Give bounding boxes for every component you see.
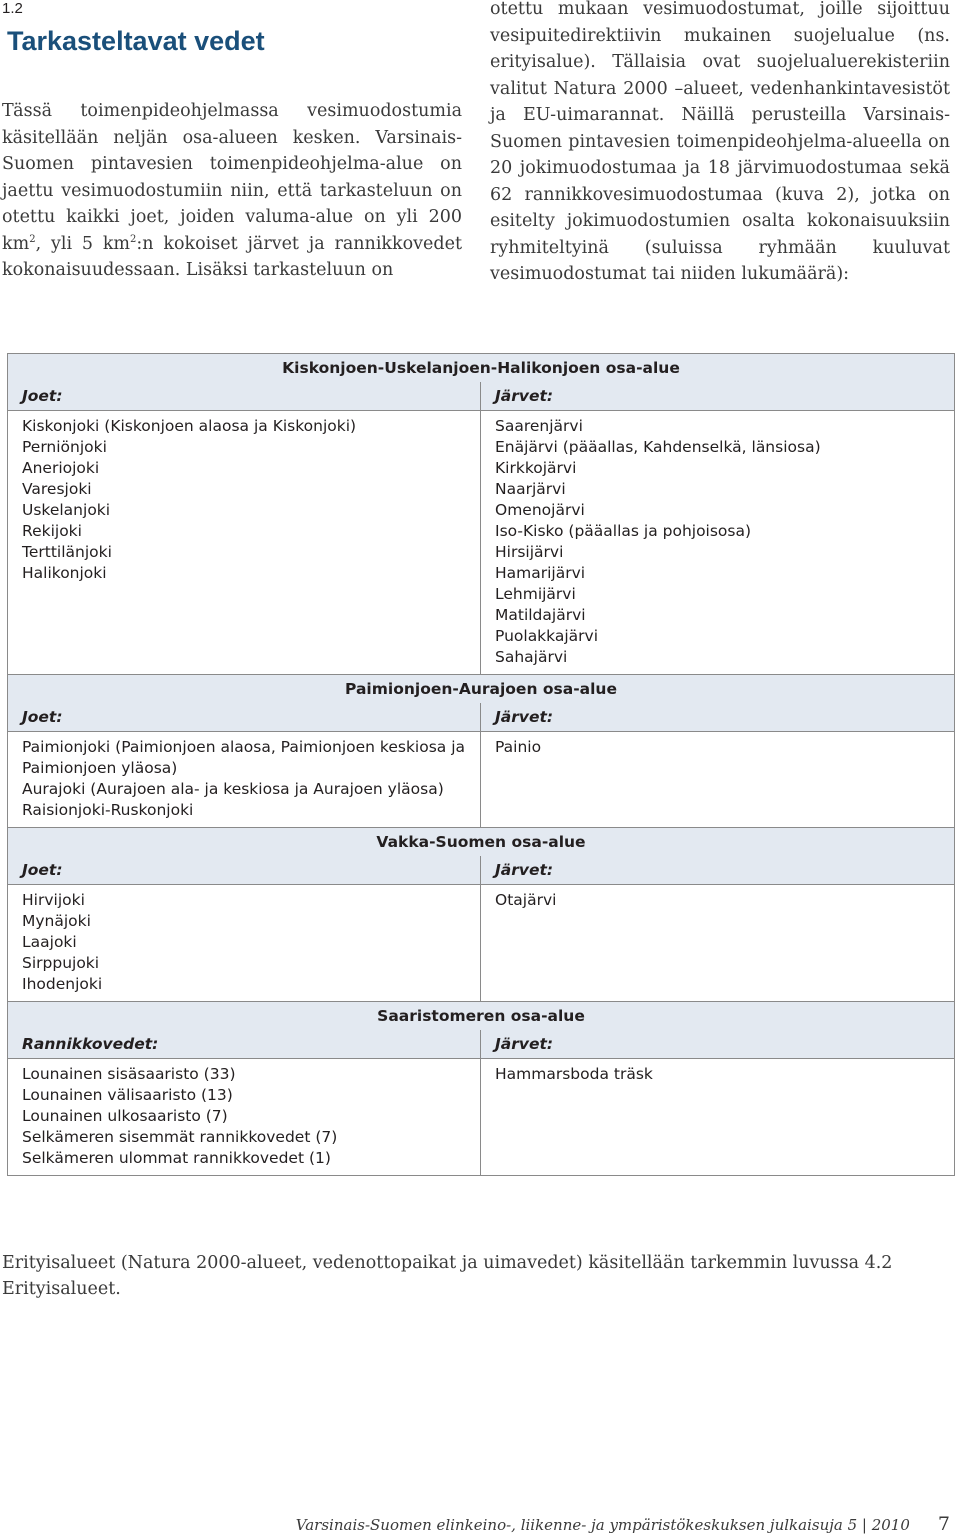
column-header-row xyxy=(8,382,955,411)
left-column-header: Joet: xyxy=(8,856,481,885)
intro-text-part-2: , yli 5 km xyxy=(35,233,131,254)
lake-item: Otajärvi xyxy=(495,891,557,909)
water-body-item: Uskelanjoki xyxy=(22,501,111,519)
water-body-item: Sirppujoki xyxy=(22,954,100,972)
superscript-1: 2 xyxy=(29,233,36,245)
superscript-2: 2 xyxy=(130,233,137,245)
water-body-item: Halikonjoki xyxy=(22,564,107,582)
water-body-item: Mynäjoki xyxy=(22,912,91,930)
section-body-row xyxy=(8,885,955,1002)
left-items-cell xyxy=(8,1059,481,1176)
water-body-item: Hirvijoki xyxy=(22,891,85,909)
section-number: 1.2 xyxy=(2,0,23,17)
section-body-row xyxy=(8,1059,955,1176)
lakes-column-header: Järvet: xyxy=(481,382,955,411)
lakes-column-header: Järvet: xyxy=(481,1030,955,1059)
lake-item: Sahajärvi xyxy=(495,648,568,666)
section-title-row xyxy=(8,675,955,704)
water-body-item: Aurajoki (Aurajoen ala- ja keskiosa ja Aurajoen yläosa) xyxy=(22,780,444,798)
lake-item: Kirkkojärvi xyxy=(495,459,577,477)
section-title-row xyxy=(8,828,955,857)
right-text-column xyxy=(490,0,950,288)
intro-paragraph xyxy=(2,98,462,284)
section-body-row xyxy=(8,411,955,675)
water-body-item: Paimionjoki (Paimionjoen alaosa, Paimionjoen keskiosa ja Paimionjoen yläosa) xyxy=(22,738,466,777)
lake-item: Saarenjärvi xyxy=(495,417,583,435)
column-header-row xyxy=(8,856,955,885)
continuation-paragraph: otettu mukaan vesimuodostumat, joille sijoittuu vesipuitedirektiivin mukainen suojelualue (ns. erityisalue). Tällaisia ovat suojelualuerekisteriin valitut Natura 2000 –alueet, vedenhankintavesistöt ja EU-uimarannat. Näillä perusteilla Varsinais-Suomen pintavesien toimenpideohjelma-alueella on 20 jokimuodostumaa ja 18 järvimuodostumaa sekä 62 rannikkovesimuodostumaa (kuva 2), jotka on esitelty jokimuodostumien osalta kokonaisuuksiin ryhmiteltyinä (suluissa ryhmään kuuluvat vesimuodostumat tai niiden lukumäärä): xyxy=(490,0,950,284)
lakes-column-header: Järvet: xyxy=(481,703,955,732)
lake-item: Iso-Kisko (pääallas ja pohjoisosa) xyxy=(495,522,752,540)
water-body-item: Terttilänjoki xyxy=(22,543,112,561)
lake-item: Lehmijärvi xyxy=(495,585,576,603)
left-column-header: Joet: xyxy=(8,703,481,732)
section-title: Paimionjoen-Aurajoen osa-alue xyxy=(8,675,955,704)
section-title-row xyxy=(8,1002,955,1031)
lake-item: Enäjärvi (pääallas, Kahdenselkä, länsiosa) xyxy=(495,438,821,456)
water-body-item: Perniönjoki xyxy=(22,438,107,456)
left-text-column xyxy=(2,98,462,284)
water-body-item: Lounainen sisäsaaristo (33) xyxy=(22,1065,236,1083)
lake-item: Matildajärvi xyxy=(495,606,586,624)
water-body-item: Rekijoki xyxy=(22,522,82,540)
lake-item: Painio xyxy=(495,738,542,756)
water-body-item: Raisionjoki-Ruskonjoki xyxy=(22,801,194,819)
page-heading: Tarkasteltavat vedet xyxy=(7,26,265,56)
page-footer xyxy=(296,1513,950,1535)
left-items-cell xyxy=(8,885,481,1002)
section-title: Vakka-Suomen osa-alue xyxy=(8,828,955,857)
column-header-row xyxy=(8,703,955,732)
lakes-column-header: Järvet: xyxy=(481,856,955,885)
water-body-item: Lounainen välisaaristo (13) xyxy=(22,1086,233,1104)
page-number: 7 xyxy=(937,1513,950,1535)
section-body-row xyxy=(8,732,955,828)
water-bodies-table xyxy=(7,353,955,1176)
left-items-cell xyxy=(8,411,481,675)
special-areas-note: Erityisalueet (Natura 2000-alueet, vedenottopaikat ja uimavedet) käsitellään tarkemmin luvussa 4.2 Erityisalueet. xyxy=(2,1253,893,1299)
lakes-items-cell xyxy=(481,885,955,1002)
lake-item: Hamarijärvi xyxy=(495,564,586,582)
water-body-item: Kiskonjoki (Kiskonjoen alaosa ja Kiskonjoki) xyxy=(22,417,357,435)
left-column-header: Joet: xyxy=(8,382,481,411)
lake-item: Naarjärvi xyxy=(495,480,566,498)
intro-text-part-3: :n kokoiset järvet ja rannikkovedet kokonaisuudessaan. Lisäksi tarkasteluun on xyxy=(2,233,462,280)
lake-item: Omenojärvi xyxy=(495,501,585,519)
water-body-item: Lounainen ulkosaaristo (7) xyxy=(22,1107,228,1125)
section-title: Saaristomeren osa-alue xyxy=(8,1002,955,1031)
water-body-item: Ihodenjoki xyxy=(22,975,103,993)
publication-title: Varsinais-Suomen elinkeino-, liikenne- ja ympäristökeskuksen julkaisuja 5 | 2010 xyxy=(295,1516,910,1534)
lake-item: Hammarsboda träsk xyxy=(495,1065,653,1083)
left-column-header: Rannikkovedet: xyxy=(8,1030,481,1059)
left-items-cell xyxy=(8,732,481,828)
lakes-items-cell xyxy=(481,1059,955,1176)
section-title: Kiskonjoen-Uskelanjoen-Halikonjoen osa-alue xyxy=(8,354,955,383)
water-body-item: Aneriojoki xyxy=(22,459,100,477)
water-body-item: Selkämeren ulommat rannikkovedet (1) xyxy=(22,1149,331,1167)
column-header-row xyxy=(8,1030,955,1059)
intro-text-part-1: Tässä toimenpideohjelmassa vesimuodostumia käsitellään neljän osa-alueen kesken. Varsinais-Suomen pintavesien toimenpideohjelma-alue on jaettu vesimuodostumiin niin, että tarkasteluun on otettu kaikki joet, joiden valuma-alue on yli 200 km xyxy=(2,101,462,254)
lake-item: Puolakkajärvi xyxy=(495,627,599,645)
water-body-item: Selkämeren sisemmät rannikkovedet (7) xyxy=(22,1128,338,1146)
lakes-items-cell xyxy=(481,411,955,675)
water-body-item: Laajoki xyxy=(22,933,77,951)
lakes-items-cell xyxy=(481,732,955,828)
section-title-row xyxy=(8,354,955,383)
water-body-item: Varesjoki xyxy=(22,480,92,498)
lake-item: Hirsijärvi xyxy=(495,543,564,561)
